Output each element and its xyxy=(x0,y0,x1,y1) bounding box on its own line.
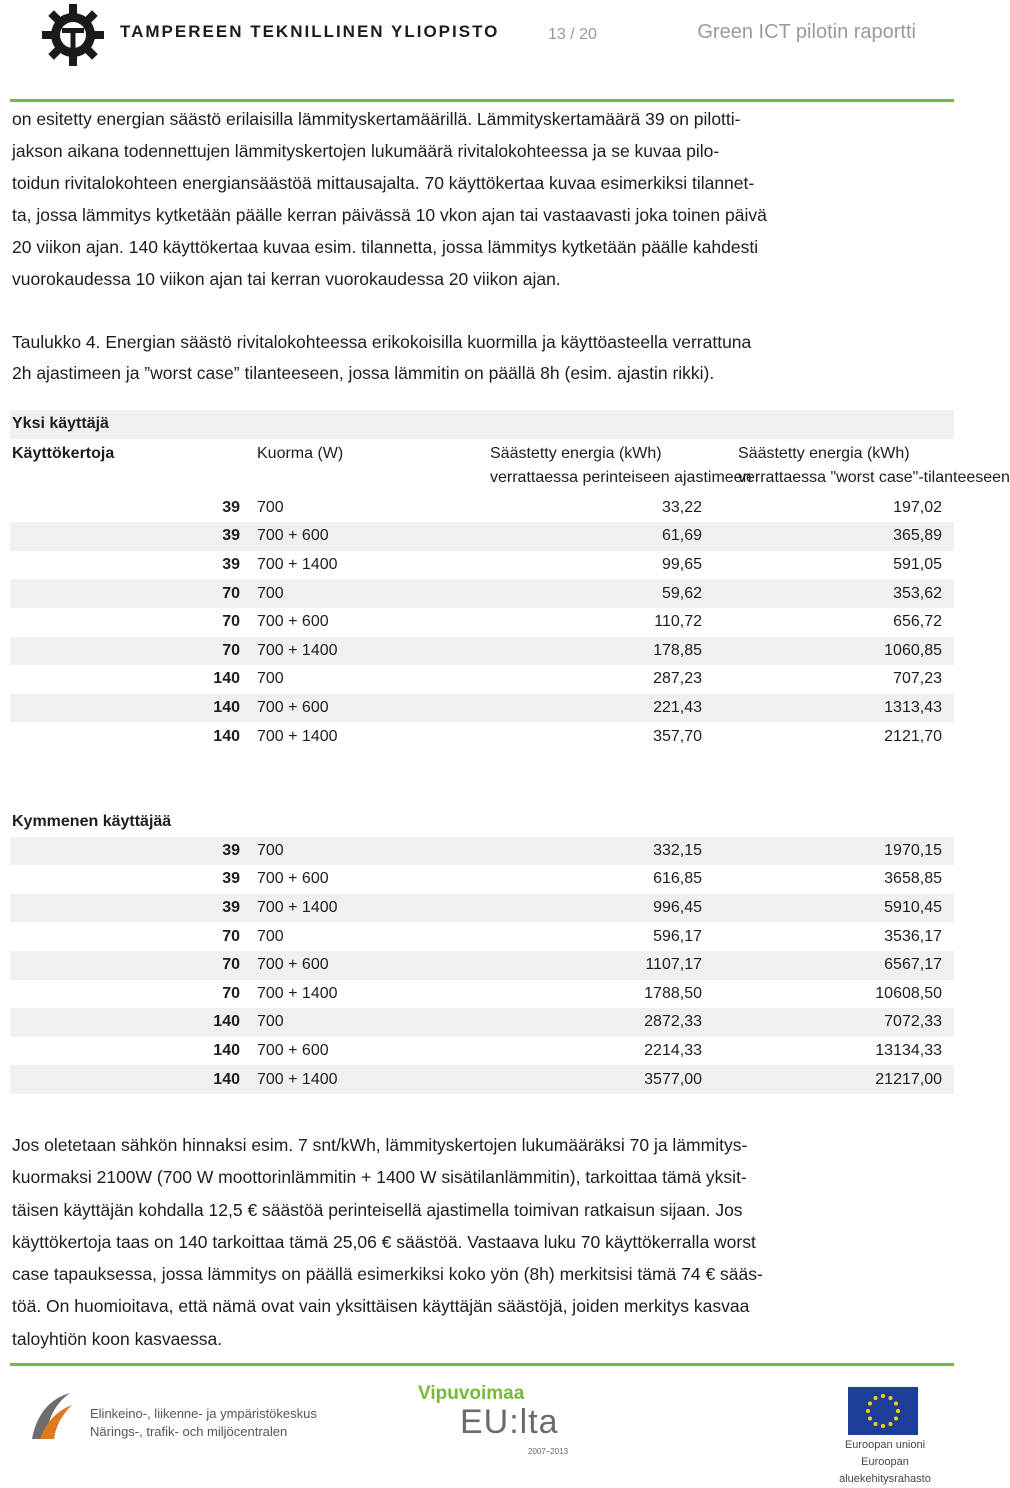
ely-bird-logo-icon xyxy=(26,1389,76,1443)
text-line: case tapauksessa, jossa lämmitys on päällä esimerkiksi koko yön (8h) merkitsisi tämä 74 € sääs- xyxy=(12,1264,763,1285)
energy-savings-table-one-user xyxy=(10,410,1010,751)
cell-saved-worst: 591,05 xyxy=(893,556,942,574)
cell-saved-worst: 10608,50 xyxy=(875,984,942,1002)
cell-saved-worst: 3536,17 xyxy=(884,927,942,945)
cell-saved-timer: 59,62 xyxy=(482,579,718,608)
header-saved-timer xyxy=(482,439,752,494)
table-row xyxy=(10,722,954,751)
cell-uses: 39 xyxy=(10,522,246,551)
cell-saved-timer: 99,65 xyxy=(661,556,702,574)
section-title: Kymmenen käyttäjää xyxy=(12,813,172,831)
cell-load: 700 + 1400 xyxy=(246,894,482,923)
table-row xyxy=(10,894,954,923)
table-row xyxy=(10,579,954,608)
cell-saved-worst: 13134,33 xyxy=(875,1042,942,1060)
page-indicator: 13 / 20 xyxy=(548,26,597,43)
cell-uses: 70 xyxy=(10,951,246,980)
eu-star xyxy=(896,1409,900,1413)
eu-star xyxy=(866,1409,870,1413)
table-row xyxy=(10,637,954,666)
cell-saved-worst: 656,72 xyxy=(893,613,942,631)
conclusion-paragraph xyxy=(12,1129,942,1355)
cell-load: 700 xyxy=(257,670,284,688)
cell-uses: 70 xyxy=(10,579,246,608)
tut-gear-logo-icon xyxy=(40,2,106,68)
cell-saved-timer: 357,70 xyxy=(653,727,702,745)
cell-saved-worst: 1060,85 xyxy=(718,637,954,666)
eu-star xyxy=(868,1417,872,1421)
cell-uses: 70 xyxy=(10,637,246,666)
cell-saved-worst: 21217,00 xyxy=(718,1065,954,1094)
cell-load: 700 + 600 xyxy=(246,522,482,551)
eu-line: Euroopan aluekehitysrahasto xyxy=(839,1456,931,1485)
cell-load: 700 xyxy=(246,837,482,866)
text-line: töä. On huomioitava, että nämä ovat vain yksittäisen käyttäjän säästöjä, joiden merkitys kasvaa xyxy=(12,1296,750,1317)
cell-uses: 70 xyxy=(222,984,240,1002)
text-line: on esitetty energian säästö erilaisilla lämmityskertamäärillä. Lämmityskertamäärä 39 on pilotti- xyxy=(12,109,741,129)
cell-uses: 39 xyxy=(222,498,240,516)
table-row xyxy=(10,980,954,1009)
text-line: 20 viikon ajan. 140 käyttökertaa kuvaa esim. tilannetta, jossa lämmitys kytketään päälle kahdesti xyxy=(12,237,759,257)
cell-uses: 140 xyxy=(10,1065,246,1094)
cell-load: 700 xyxy=(246,1008,482,1037)
cell-saved-worst: 1970,15 xyxy=(718,837,954,866)
vipuvoimaa-logo-eu: EU:lta xyxy=(460,1403,559,1441)
text-line: vuorokaudessa 10 viikon ajan tai kerran vuorokaudessa 20 viikon ajan. xyxy=(12,269,561,289)
cell-saved-timer: 2872,33 xyxy=(482,1008,718,1037)
table-body xyxy=(10,494,954,751)
table-row xyxy=(10,1037,954,1066)
text-line: taloyhtiön koon kasvaessa. xyxy=(12,1328,223,1349)
header-uses: Käyttökertoja xyxy=(12,444,115,462)
cell-saved-worst: 365,89 xyxy=(718,522,954,551)
cell-saved-timer: 287,23 xyxy=(653,670,702,688)
cell-load: 700 + 1400 xyxy=(257,556,338,574)
section-title-row xyxy=(10,808,954,837)
eu-star xyxy=(868,1402,872,1406)
eu-star xyxy=(894,1417,898,1421)
table-caption xyxy=(12,327,937,389)
eu-logo-text xyxy=(815,1437,955,1488)
cell-saved-timer: 3577,00 xyxy=(482,1065,718,1094)
cell-saved-timer: 110,72 xyxy=(654,613,702,631)
cell-uses: 39 xyxy=(10,894,246,923)
vipuvoimaa-logo-title: Vipuvoimaa xyxy=(418,1383,525,1404)
cell-saved-worst: 2121,70 xyxy=(884,727,942,745)
document-title: Green ICT pilotin raportti xyxy=(697,21,916,43)
vipuvoimaa-logo-years: 2007–2013 xyxy=(528,1447,569,1456)
cell-saved-timer: 2214,33 xyxy=(644,1042,702,1060)
header-line: Säästetty energia (kWh) xyxy=(490,444,662,462)
university-name: TAMPEREEN TEKNILLINEN YLIOPISTO xyxy=(120,22,500,41)
cell-load: 700 xyxy=(246,579,482,608)
cell-uses: 70 xyxy=(222,927,240,945)
energy-savings-table-ten-users xyxy=(10,808,954,1094)
cell-load: 700 xyxy=(257,498,284,516)
section-title: Yksi käyttäjä xyxy=(10,410,954,439)
table-row xyxy=(10,694,954,723)
cell-uses: 39 xyxy=(222,556,240,574)
table-row xyxy=(10,551,954,580)
cell-saved-timer: 178,85 xyxy=(482,637,718,666)
cell-saved-worst: 197,02 xyxy=(893,498,942,516)
cell-uses: 140 xyxy=(213,727,240,745)
cell-saved-timer: 1788,50 xyxy=(644,984,702,1002)
text-line: jakson aikana todennettujen lämmityskertojen lukumäärä rivitalokohteessa ja se kuvaa pilo- xyxy=(12,141,720,161)
cell-saved-worst: 7072,33 xyxy=(718,1008,954,1037)
table-row xyxy=(10,951,954,980)
cell-load: 700 + 600 xyxy=(257,1042,329,1060)
cell-uses: 140 xyxy=(213,670,240,688)
header-line: verrattaessa perinteiseen ajastimeen xyxy=(490,468,752,486)
page-footer xyxy=(0,1367,960,1485)
cell-load: 700 + 600 xyxy=(246,694,482,723)
cell-saved-timer: 61,69 xyxy=(482,522,718,551)
text-line: käyttökertoja taas on 140 tarkoittaa tämä 25,06 € säästöä. Vastaava luku 70 käyttökerralla worst xyxy=(12,1231,756,1252)
cell-uses: 140 xyxy=(10,1008,246,1037)
table-row xyxy=(10,494,954,523)
table-body xyxy=(10,837,954,1094)
text-line: 2h ajastimeen ja ”worst case” tilanteeseen, jossa lämmitin on päällä 8h (esim. ajastin rikki). xyxy=(12,363,715,383)
text-line: Jos oletetaan sähkön hinnaksi esim. 7 snt/kWh, lämmityskertojen lukumääräksi 70 ja lämmitys- xyxy=(12,1135,748,1155)
cell-load: 700 + 1400 xyxy=(246,1065,482,1094)
cell-load: 700 + 1400 xyxy=(257,984,338,1002)
cell-saved-worst: 6567,17 xyxy=(718,951,954,980)
cell-load: 700 + 600 xyxy=(257,613,329,631)
header-divider xyxy=(10,99,954,102)
text-line: täisen käyttäjän kohdalla 12,5 € säästöä perinteisellä ajastimella toimivan ratkaisun sijaan. Jos xyxy=(12,1199,743,1220)
cell-uses: 140 xyxy=(213,1042,240,1060)
cell-load: 700 + 1400 xyxy=(246,637,482,666)
table-row xyxy=(10,1065,954,1094)
cell-saved-timer: 332,15 xyxy=(482,837,718,866)
table-row xyxy=(10,922,954,951)
header-load: Kuorma (W) xyxy=(257,444,344,462)
table-row xyxy=(10,1008,954,1037)
page-header xyxy=(0,0,960,100)
section-title-row xyxy=(10,410,954,439)
table-header-row xyxy=(10,439,954,494)
cell-saved-timer: 1107,17 xyxy=(482,951,718,980)
ely-line: Närings-, trafik- och miljöcentralen xyxy=(90,1424,288,1439)
cell-load: 700 + 600 xyxy=(257,870,329,888)
cell-saved-timer: 616,85 xyxy=(653,870,702,888)
cell-saved-worst: 3658,85 xyxy=(884,870,942,888)
eu-star xyxy=(874,1422,878,1426)
cell-saved-worst: 353,62 xyxy=(718,579,954,608)
table-row xyxy=(10,665,954,694)
text-line: kuormaksi 2100W (700 W moottorinlämmitin + 1400 W sisätilanlämmitin), tarkoittaa tämä yksit- xyxy=(12,1167,747,1188)
ely-line: Elinkeino-, liikenne- ja ympäristökeskus xyxy=(90,1406,317,1421)
table-row xyxy=(10,837,954,866)
eu-star xyxy=(889,1396,893,1400)
eu-star xyxy=(881,1424,885,1428)
cell-saved-worst: 1313,43 xyxy=(718,694,954,723)
eu-flag-icon xyxy=(848,1387,918,1435)
cell-saved-timer: 221,43 xyxy=(482,694,718,723)
table-row xyxy=(10,865,954,894)
intro-paragraph xyxy=(12,103,932,295)
cell-load: 700 + 1400 xyxy=(257,727,338,745)
text-line: toidun rivitalokohteen energiansäästöä mittausajalta. 70 käyttökertaa kuvaa esimerkiksi tilannet- xyxy=(12,173,755,193)
footer-divider xyxy=(10,1363,954,1366)
table-row xyxy=(10,608,954,637)
cell-saved-worst: 707,23 xyxy=(893,670,942,688)
cell-saved-timer: 996,45 xyxy=(482,894,718,923)
cell-uses: 70 xyxy=(222,613,240,631)
cell-load: 700 xyxy=(257,927,284,945)
eu-star xyxy=(881,1394,885,1398)
cell-load: 700 + 600 xyxy=(246,951,482,980)
eu-line: Euroopan unioni xyxy=(844,1439,926,1451)
cell-uses: 39 xyxy=(222,870,240,888)
cell-uses: 140 xyxy=(10,694,246,723)
cell-uses: 39 xyxy=(10,837,246,866)
eu-star xyxy=(894,1402,898,1406)
header-line: verrattaessa "worst case"-tilanteeseen xyxy=(738,468,1010,486)
header-saved-worst xyxy=(718,439,1010,494)
text-line: ta, jossa lämmitys kytketään päälle kerran päivässä 10 vkon ajan tai vastaavasti joka toinen päivä xyxy=(12,205,767,225)
eu-star xyxy=(874,1396,878,1400)
cell-saved-timer: 596,17 xyxy=(653,927,702,945)
eu-star xyxy=(889,1422,893,1426)
header-line: Säästetty energia (kWh) xyxy=(738,444,910,462)
cell-saved-timer: 33,22 xyxy=(661,498,702,516)
cell-saved-worst: 5910,45 xyxy=(718,894,954,923)
table-row xyxy=(10,522,954,551)
ely-logo-text xyxy=(90,1405,317,1441)
text-line: Taulukko 4. Energian säästö rivitalokohteessa erikokoisilla kuormilla ja käyttöasteella verrattuna xyxy=(12,332,752,352)
